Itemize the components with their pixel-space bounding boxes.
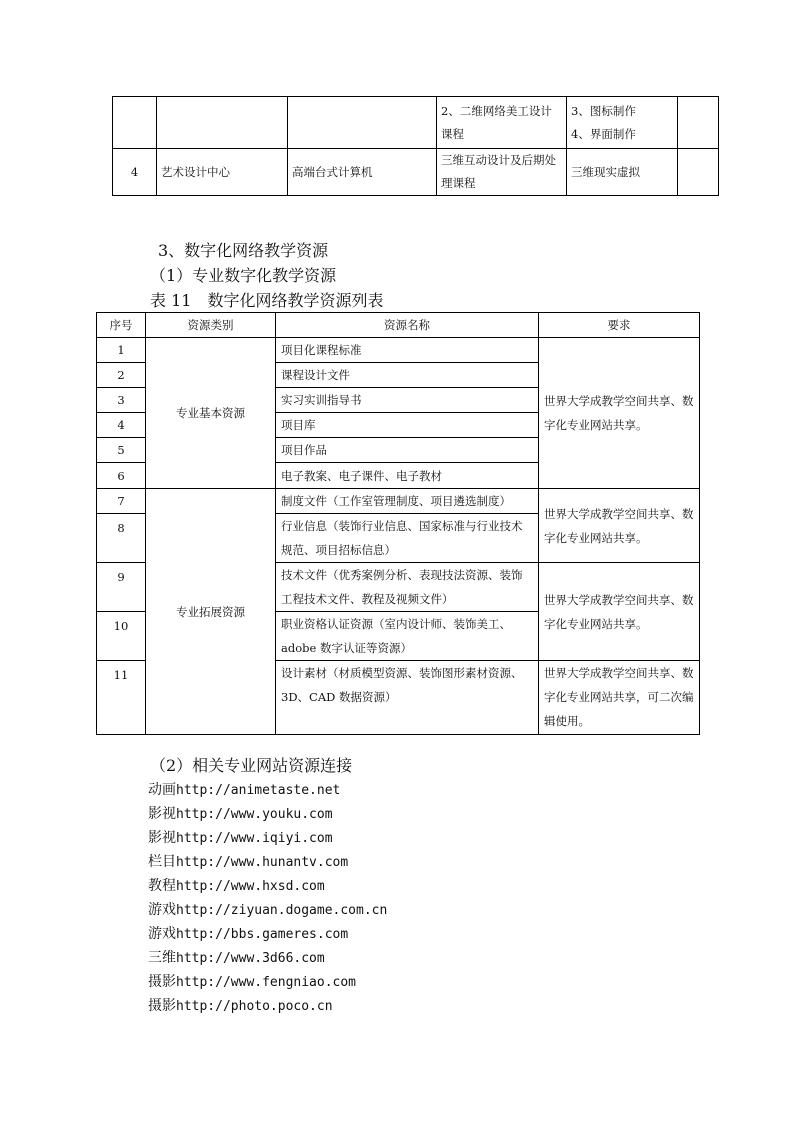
table-cell (678, 97, 719, 149)
link-url[interactable]: http://animetaste.net (176, 783, 341, 798)
resource-name: 项目化课程标准 (276, 338, 539, 363)
equipment-table-continued (112, 96, 719, 196)
link-label: 摄影 (148, 974, 176, 990)
resource-name: 项目作品 (276, 438, 539, 463)
category-cell: 专业基本资源 (146, 338, 276, 489)
table-cell: 3、图标制作 4、界面制作 (567, 97, 678, 149)
link-url[interactable]: http://bbs.gameres.com (176, 927, 349, 942)
list-item (148, 876, 325, 897)
list-item (148, 948, 325, 969)
resource-name: 课程设计文件 (276, 363, 539, 388)
resource-name: 设计素材（材质模型资源、装饰图形素材资源、3D、CAD 数据资源） (276, 661, 539, 735)
table-row (97, 338, 700, 363)
table-header-row (97, 313, 700, 338)
table-cell: 三维现实虚拟 (567, 149, 678, 196)
link-label: 游戏 (148, 926, 176, 942)
section-heading: 3、数字化网络教学资源 (158, 241, 329, 260)
table-cell: 高端台式计算机 (288, 149, 437, 196)
resource-name: 技术文件（优秀案例分析、表现技法资源、装饰工程技术文件、教程及视频文件） (276, 563, 539, 612)
sub-heading: （2）相关专业网站资源连接 (150, 756, 353, 775)
resource-table (96, 312, 700, 735)
row-number: 1 (97, 338, 146, 363)
table-row (113, 149, 719, 196)
link-label: 游戏 (148, 902, 176, 918)
header-cell-no: 序号 (97, 313, 146, 338)
table-cell: 艺术设计中心 (157, 149, 288, 196)
link-label: 动画 (148, 782, 176, 798)
table-caption: 表 11 数字化网络教学资源列表 (150, 291, 384, 310)
link-url[interactable]: http://www.fengniao.com (176, 975, 357, 990)
row-number: 4 (97, 413, 146, 438)
table-row (97, 489, 700, 514)
table-cell (288, 97, 437, 149)
requirement-cell: 世界大学成教学空间共享、数字化专业网站共享。 (539, 338, 700, 489)
category-cell: 专业拓展资源 (146, 489, 276, 735)
row-number: 2 (97, 363, 146, 388)
link-url[interactable]: http://www.3d66.com (176, 951, 325, 966)
table-cell: 4 (113, 149, 157, 196)
table-cell: 2、二维网络美工设计课程 (437, 97, 567, 149)
header-cell-category: 资源类别 (146, 313, 276, 338)
link-url[interactable]: http://www.iqiyi.com (176, 831, 333, 846)
row-number: 10 (97, 612, 146, 661)
resource-name: 制度文件（工作室管理制度、项目遴选制度） (276, 489, 539, 514)
sub-heading: （1）专业数字化教学资源 (150, 266, 337, 285)
list-item (148, 972, 356, 993)
table-cell (113, 97, 157, 149)
list-item (148, 828, 333, 849)
link-label: 教程 (148, 878, 176, 894)
link-url[interactable]: http://www.hunantv.com (176, 855, 349, 870)
table-cell (157, 97, 288, 149)
link-label: 影视 (148, 806, 176, 822)
row-number: 8 (97, 514, 146, 563)
list-item (148, 924, 348, 945)
row-number: 11 (97, 661, 146, 735)
table-cell (678, 149, 719, 196)
row-number: 7 (97, 489, 146, 514)
link-label: 影视 (148, 830, 176, 846)
header-cell-requirement: 要求 (539, 313, 700, 338)
resource-name: 职业资格认证资源（室内设计师、装饰美工、adobe 数字认证等资源） (276, 612, 539, 661)
table-cell: 三维互动设计及后期处理课程 (437, 149, 567, 196)
list-item (148, 780, 340, 801)
row-number: 5 (97, 438, 146, 463)
link-label: 三维 (148, 950, 176, 966)
row-number: 9 (97, 563, 146, 612)
list-item (148, 996, 333, 1017)
link-url[interactable]: http://photo.poco.cn (176, 999, 333, 1014)
resource-name: 项目库 (276, 413, 539, 438)
link-label: 栏目 (148, 854, 176, 870)
link-url[interactable]: http://www.youku.com (176, 807, 333, 822)
list-item (148, 804, 333, 825)
row-number: 3 (97, 388, 146, 413)
requirement-cell: 世界大学成教学空间共享、数字化专业网站共享。 (539, 489, 700, 563)
resource-name: 行业信息（装饰行业信息、国家标准与行业技术规范、项目招标信息） (276, 514, 539, 563)
header-cell-name: 资源名称 (276, 313, 539, 338)
table-row (113, 97, 719, 149)
row-number: 6 (97, 463, 146, 489)
list-item (148, 900, 387, 921)
requirement-cell: 世界大学成教学空间共享、数字化专业网站共享。 (539, 563, 700, 661)
resource-name: 电子教案、电子课件、电子教材 (276, 463, 539, 489)
link-url[interactable]: http://ziyuan.dogame.com.cn (176, 903, 388, 918)
list-item (148, 852, 348, 873)
requirement-cell: 世界大学成教学空间共享、数字化专业网站共享，可二次编辑使用。 (539, 661, 700, 735)
link-label: 摄影 (148, 998, 176, 1014)
link-url[interactable]: http://www.hxsd.com (176, 879, 325, 894)
resource-name: 实习实训指导书 (276, 388, 539, 413)
